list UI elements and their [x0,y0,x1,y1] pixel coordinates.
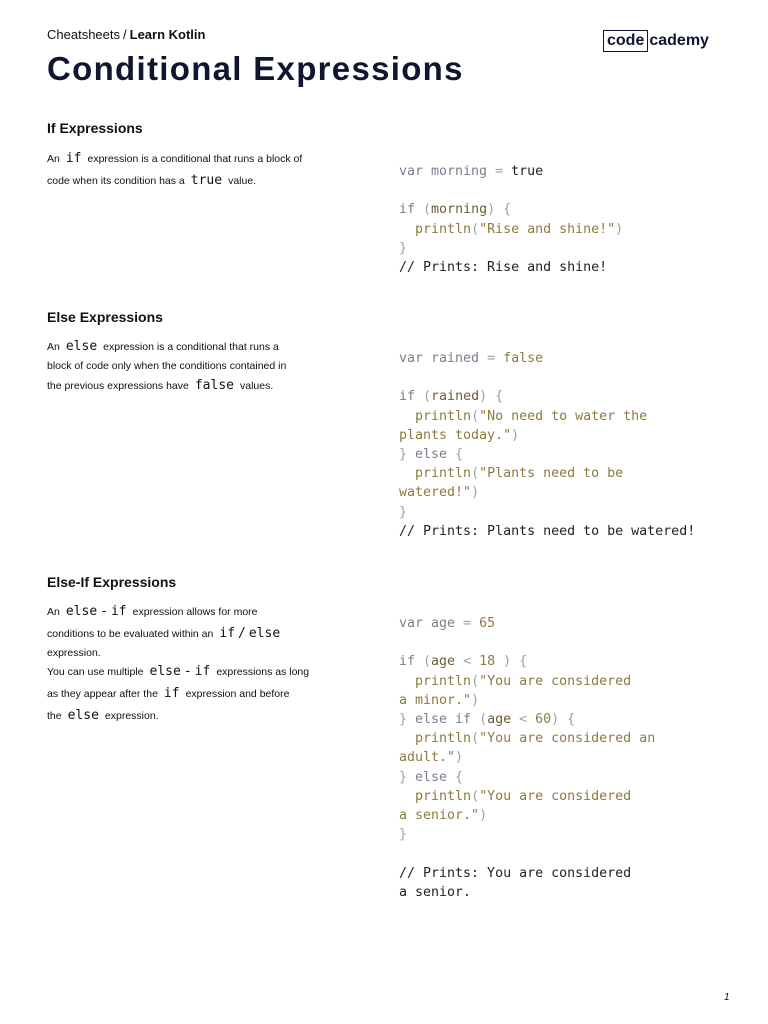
desc-text: block of code only when the conditions contained in [47,360,287,372]
desc-text: the [47,710,62,722]
breadcrumb-current[interactable]: Learn Kotlin [129,27,206,42]
code-token: true [511,164,544,179]
code-token: ( [471,221,480,237]
code-token: = [487,351,504,366]
code-token: ) { [487,202,512,218]
code-token: println [415,673,472,689]
code-token: // Prints: Rise and shine! [399,260,608,276]
code-token: ) [471,485,480,501]
inline-code: if [65,151,82,166]
code-line [399,220,623,239]
desc-text: expressions as long [216,666,310,678]
code-token: < [511,712,536,728]
desc-text: the previous expressions have [47,380,189,392]
code-token: rained [431,389,480,405]
code-token: } [399,240,408,256]
code-token: println [415,408,472,424]
desc-text: expression allows for more [132,606,258,618]
inline-code: true [190,173,223,188]
logo-rest-text: cademy [649,31,709,49]
code-token: ( [471,466,480,482]
code-token: } [399,504,408,520]
code-line [399,748,655,767]
inline-code-dash: - [100,604,108,619]
code-token: ( [423,202,432,218]
desc-text: code when its condition has a [47,175,185,187]
code-token: ( [423,389,432,405]
code-token: println [415,466,472,482]
code-line [399,387,695,406]
code-block-if [399,162,623,277]
inline-code-slash: / [238,626,246,641]
code-token: "Plants need to be [479,466,624,482]
code-line [399,768,655,787]
desc-text: An [47,153,60,165]
logo-boxed-text: code [603,30,648,52]
code-token: println [415,731,472,747]
breadcrumb-separator: / [123,27,127,42]
desc-text: values. [239,380,274,392]
code-token: else if [415,712,480,728]
section-desc-else [47,337,347,397]
code-token: if [399,389,424,405]
code-token: watered!" [399,485,472,501]
code-token: "You are considered [479,788,632,804]
code-token: adult." [399,750,456,766]
code-token: "You are considered [479,673,632,689]
section-title-else-if: Else-If Expressions [47,574,177,590]
code-line [399,883,655,902]
code-token: "Rise and shine!" [479,221,616,237]
code-line [399,483,695,502]
code-token: ( [471,788,480,804]
desc-text: expression and before [185,688,290,700]
desc-text: conditions to be evaluated within an [47,628,214,640]
page-number: 1 [724,992,730,1003]
code-token [399,409,415,424]
code-token: "You are considered an [479,731,656,747]
code-token [399,222,415,237]
code-line [399,710,655,729]
page-title: Conditional Expressions [47,50,464,87]
code-line [399,729,655,748]
code-token: age [487,712,512,728]
inline-code: if [194,664,211,679]
code-line [399,426,695,445]
code-token: } [399,447,416,463]
code-line [399,691,655,710]
code-token: var morning [399,164,496,179]
code-line [399,407,695,426]
code-token: ) [471,692,480,708]
section-title-else: Else Expressions [47,309,163,325]
code-block-else [399,349,695,541]
code-line [399,239,623,258]
code-line [399,503,695,522]
code-token: } [399,769,416,785]
code-line [399,522,695,541]
code-token: ) { [551,712,576,728]
code-token: if [399,202,424,218]
code-line [399,672,655,691]
code-token: ( [471,408,480,424]
code-token: morning [431,202,488,218]
inline-code: else [149,664,181,679]
code-token [399,674,415,689]
code-token [399,731,415,746]
code-token: } [399,827,408,843]
desc-text: An [47,341,60,353]
code-line [399,181,623,200]
code-token [399,466,415,481]
code-token: { [455,769,464,785]
inline-code-dash: - [183,664,192,679]
desc-text: expression. [47,647,101,659]
desc-text: An [47,606,60,618]
code-line [399,787,655,806]
code-token: = [463,616,480,631]
code-token: age [431,654,456,670]
code-token: = [495,164,512,179]
code-token: // Prints: You are considered [399,865,632,881]
code-token: "No need to water the [479,408,648,424]
code-token: var rained [399,351,488,366]
breadcrumb [47,27,205,42]
inline-code: else [65,604,98,619]
code-token: { [455,447,464,463]
codecademy-logo[interactable] [603,29,709,52]
code-token: 18 [479,654,496,670]
code-block-else-if [399,614,655,902]
code-line [399,162,623,181]
code-token: else [415,769,456,785]
code-token: ( [471,731,480,747]
code-token: ) { [479,389,504,405]
code-token: ( [479,712,488,728]
code-line [399,349,695,368]
code-line [399,368,695,387]
code-token: a senior. [399,884,472,900]
desc-text: expression is a conditional that runs a [103,341,279,353]
inline-code: if [219,626,236,641]
code-token [399,789,415,804]
desc-text: You can use multiple [47,666,144,678]
code-line [399,445,695,464]
inline-code: else [67,708,99,723]
code-token: 65 [479,616,496,631]
code-line [399,652,655,671]
inline-code: false [194,378,234,393]
code-token: ) [479,808,488,824]
code-token: ) { [495,654,528,670]
code-token: } [399,712,416,728]
code-token: ( [423,654,432,670]
code-token: ) [615,221,624,237]
code-token: a senior." [399,808,480,824]
inline-code: if [110,604,127,619]
section-desc-else-if [47,601,347,727]
code-line [399,258,623,277]
inline-code: else [248,626,281,641]
section-title-if: If Expressions [47,120,143,136]
code-token: else [415,447,456,463]
code-token: // Prints: Plants need to be watered! [399,523,696,539]
code-line [399,806,655,825]
code-token: false [503,351,544,366]
inline-code: if [163,686,180,701]
inline-code: else [65,339,98,354]
code-line [399,864,655,883]
code-line [399,825,655,844]
breadcrumb-root-link[interactable]: Cheatsheets [47,27,120,42]
desc-text: expression. [104,710,159,722]
code-token: var age [399,616,464,631]
code-token: println [415,788,472,804]
code-token: println [415,221,472,237]
desc-text: as they appear after the [47,688,158,700]
code-line [399,633,655,652]
code-token: < [455,654,480,670]
section-desc-if [47,148,347,192]
code-line [399,464,695,483]
code-token: if [399,654,424,670]
code-token: 60 [535,712,552,728]
code-token: ) [511,427,520,443]
code-token: ( [471,673,480,689]
desc-text: expression is a conditional that runs a block of [87,153,303,165]
code-token: a minor." [399,692,472,708]
code-token: plants today." [399,427,512,443]
desc-text: value. [228,175,257,187]
code-line [399,844,655,863]
code-token: ) [455,750,464,766]
code-line [399,200,623,219]
code-line [399,614,655,633]
